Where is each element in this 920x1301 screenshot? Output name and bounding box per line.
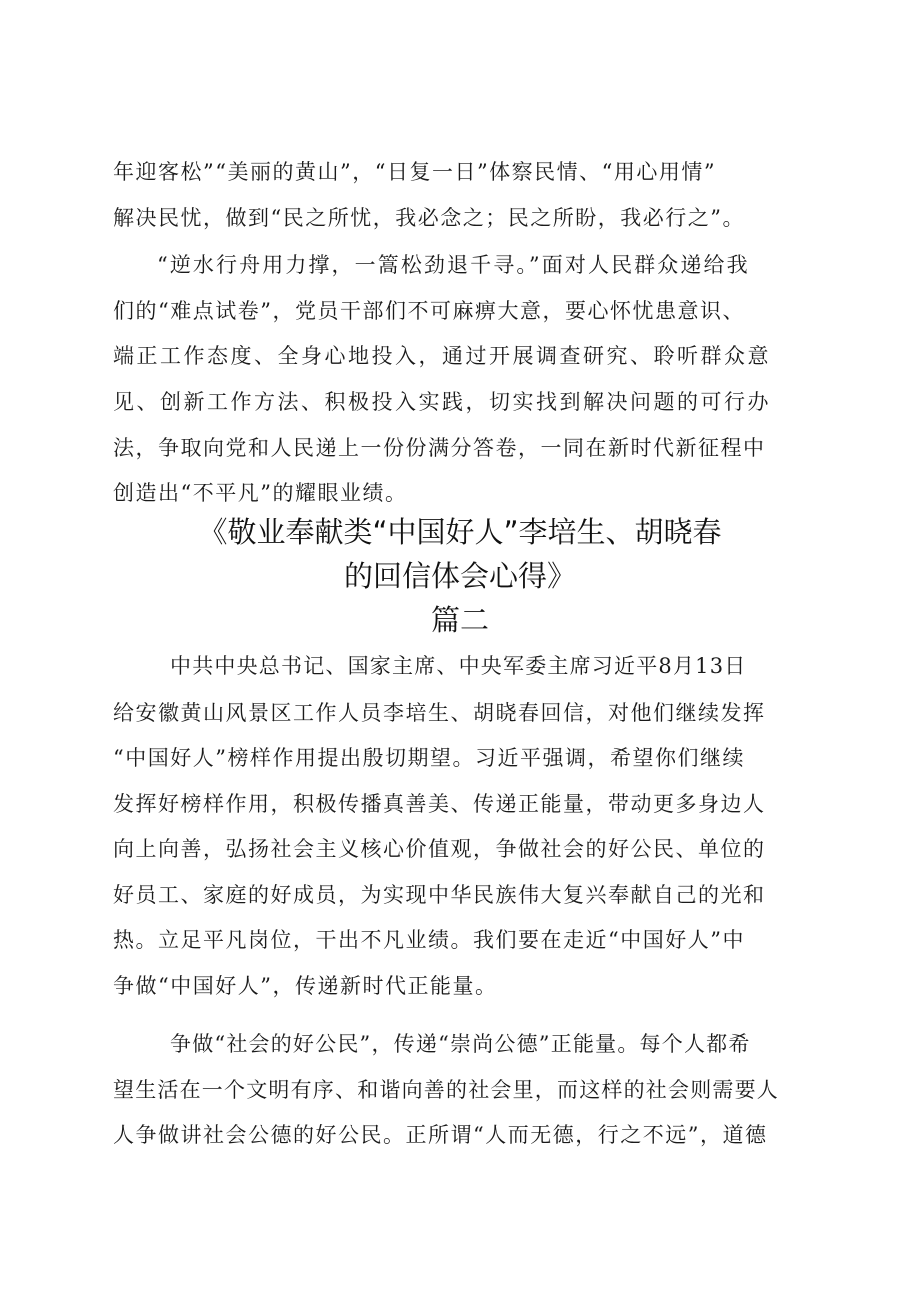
article-title-line-1: 《敬业奉献类“中国好人”李培生、胡晓春 bbox=[198, 515, 722, 549]
paragraph-2-line-1: “逆水行舟用力撑，一篙松劲退千寻。”面对人民群众递给我 bbox=[157, 253, 750, 277]
paragraph-2-line-5: 法，争取向党和人民递上一份份满分答卷，一同在新时代新征程中 bbox=[113, 436, 766, 460]
paragraph-3-line-4: 发挥好榜样作用，积极传播真善美、传递正能量，带动更多身边人 bbox=[113, 792, 766, 816]
paragraph-3-line-6: 好员工、家庭的好成员，为实现中华民族伟大复兴奉献自己的光和 bbox=[113, 883, 766, 907]
paragraph-1-line-2: 解决民忧，做到“民之所忧，我必念之；民之所盼，我必行之”。 bbox=[113, 206, 745, 230]
paragraph-2-line-6: 创造出“不平凡”的耀眼业绩。 bbox=[113, 481, 408, 505]
paragraph-3-line-8: 争做“中国好人”，传递新时代正能量。 bbox=[113, 974, 498, 998]
paragraph-2-line-4: 见、创新工作方法、积极投入实践，切实找到解决问题的可行办 bbox=[113, 390, 771, 414]
paragraph-2-line-3: 端正工作态度、全身心地投入，通过开展调查研究、聆听群众意 bbox=[113, 344, 771, 368]
paragraph-3-line-7: 热。立足平凡岗位，干出不凡业绩。我们要在走近“中国好人”中 bbox=[113, 928, 745, 952]
paragraph-2-line-2: 们的“难点试卷”，党员干部们不可麻痹大意，要心怀忧患意识、 bbox=[113, 299, 745, 323]
paragraph-4-line-1: 争做“社会的好公民”，传递“崇尚公德”正能量。每个人都希 bbox=[170, 1032, 751, 1056]
paragraph-1-line-1: 年迎客松”“美丽的黄山”，“日复一日”体察民情、“用心用情” bbox=[113, 160, 717, 184]
paragraph-3-line-2: 给安徽黄山风景区工作人员李培生、胡晓春回信，对他们继续发挥 bbox=[113, 701, 766, 725]
paragraph-3-line-5: 向上向善，弘扬社会主义核心价值观，争做社会的好公民、单位的 bbox=[113, 837, 766, 861]
paragraph-3-line-1: 中共中央总书记、国家主席、中央军委主席习近平8月13日 bbox=[170, 654, 747, 678]
article-title-line-2: 的回信体会心得》 bbox=[343, 559, 576, 593]
paragraph-3-line-3: “中国好人”榜样作用提出殷切期望。习近平强调，希望你们继续 bbox=[113, 746, 745, 770]
section-heading: 篇二 bbox=[430, 603, 489, 637]
paragraph-4-line-2: 望生活在一个文明有序、和谐向善的社会里，而这样的社会则需要人 bbox=[113, 1078, 779, 1102]
paragraph-4-line-3: 人争做讲社会公德的好公民。正所谓“人而无德，行之不远”，道德 bbox=[113, 1123, 768, 1147]
